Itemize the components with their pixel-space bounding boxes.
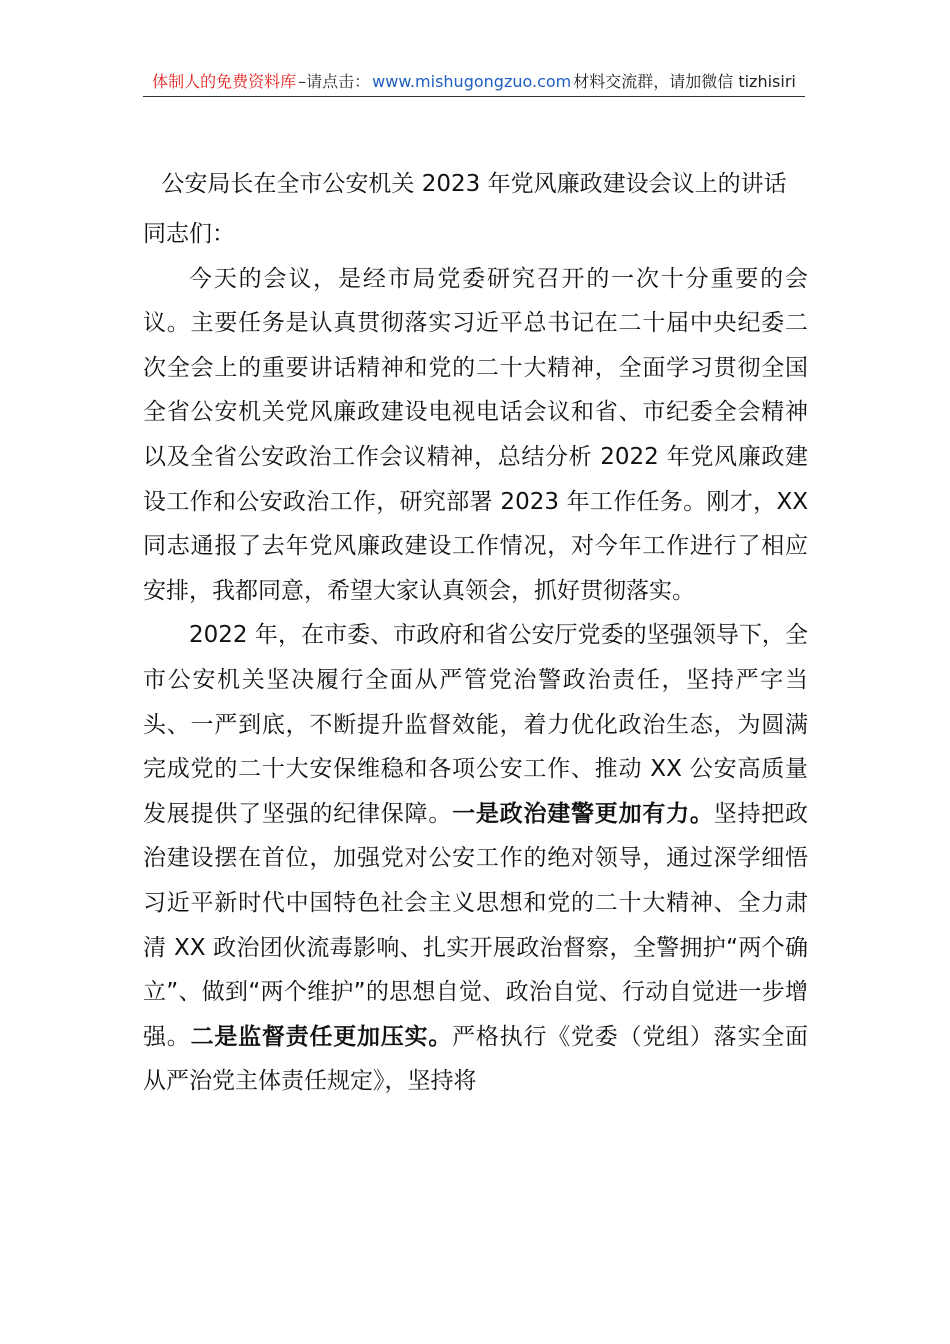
point-1-text: 坚持把政治建设摆在首位，加强党对公安工作的绝对领导，通过深学细悟习近平新时代中国特色社会主义思想和党的二十大精神、全力肃清 XX 政治团伙流毒影响、扎实开展政治督察，全警拥护“两个确立”、做到“两个维护”的思想自觉、政治自觉、行动自觉进一步增强。 <box>143 800 809 1050</box>
header-divider <box>143 96 805 97</box>
paragraph-2-intro: 2022 年，在市委、市政府和省公安厅党委的坚强领导下，全市公安机关坚决履行全面从严管党治警政治责任，坚持严字当头、一严到底，不断提升监督效能，着力优化政治生态，为圆满完成党的二十大安保维稳和各项公安工作、推动 XX 公安高质量发展提供了坚强的纪律保障。 <box>143 622 808 827</box>
paragraph-2 <box>143 613 808 1104</box>
salutation: 同志们： <box>143 221 235 247</box>
header-banner <box>143 70 805 94</box>
point-2-heading: 二是监督责任更加压实。 <box>190 1023 453 1050</box>
paragraph-1: 今天的会议，是经市局党委研究召开的一次十分重要的会议。主要任务是认真贯彻落实习近平总书记在二十届中央纪委二次全会上的重要讲话精神和党的二十大精神，全面学习贯彻全国全省公安机关党风廉政建设电视电话会议和省、市纪委全会精神以及全省公安政治工作会议精神，总结分析 2022 年党风廉政建设工作和公安政治工作，研究部署 2023 年工作任务。刚才，XX 同志通报了去年党风廉政建设工作情况，对今年工作进行了相应安排，我都同意，希望大家认真领会，抓好贯彻落实。 <box>143 265 808 604</box>
document-body <box>143 212 808 1104</box>
document-title: 公安局长在全市公安机关 2023 年党风廉政建设会议上的讲话 <box>161 171 787 197</box>
point-1-heading: 一是政治建警更加有力。 <box>452 800 714 827</box>
header-contact: 材料交流群，请加微信 tizhisiri <box>573 72 796 91</box>
header-url-link[interactable]: www.mishugongzuo.com <box>372 72 572 91</box>
header-separator: –请点击： <box>298 72 371 91</box>
point-2-text: 严格执行《党委（党组）落实全面从严治党主体责任规定》，坚持将 <box>143 1023 809 1095</box>
header-brand[interactable]: 体制人的免费资料库 <box>152 72 297 91</box>
